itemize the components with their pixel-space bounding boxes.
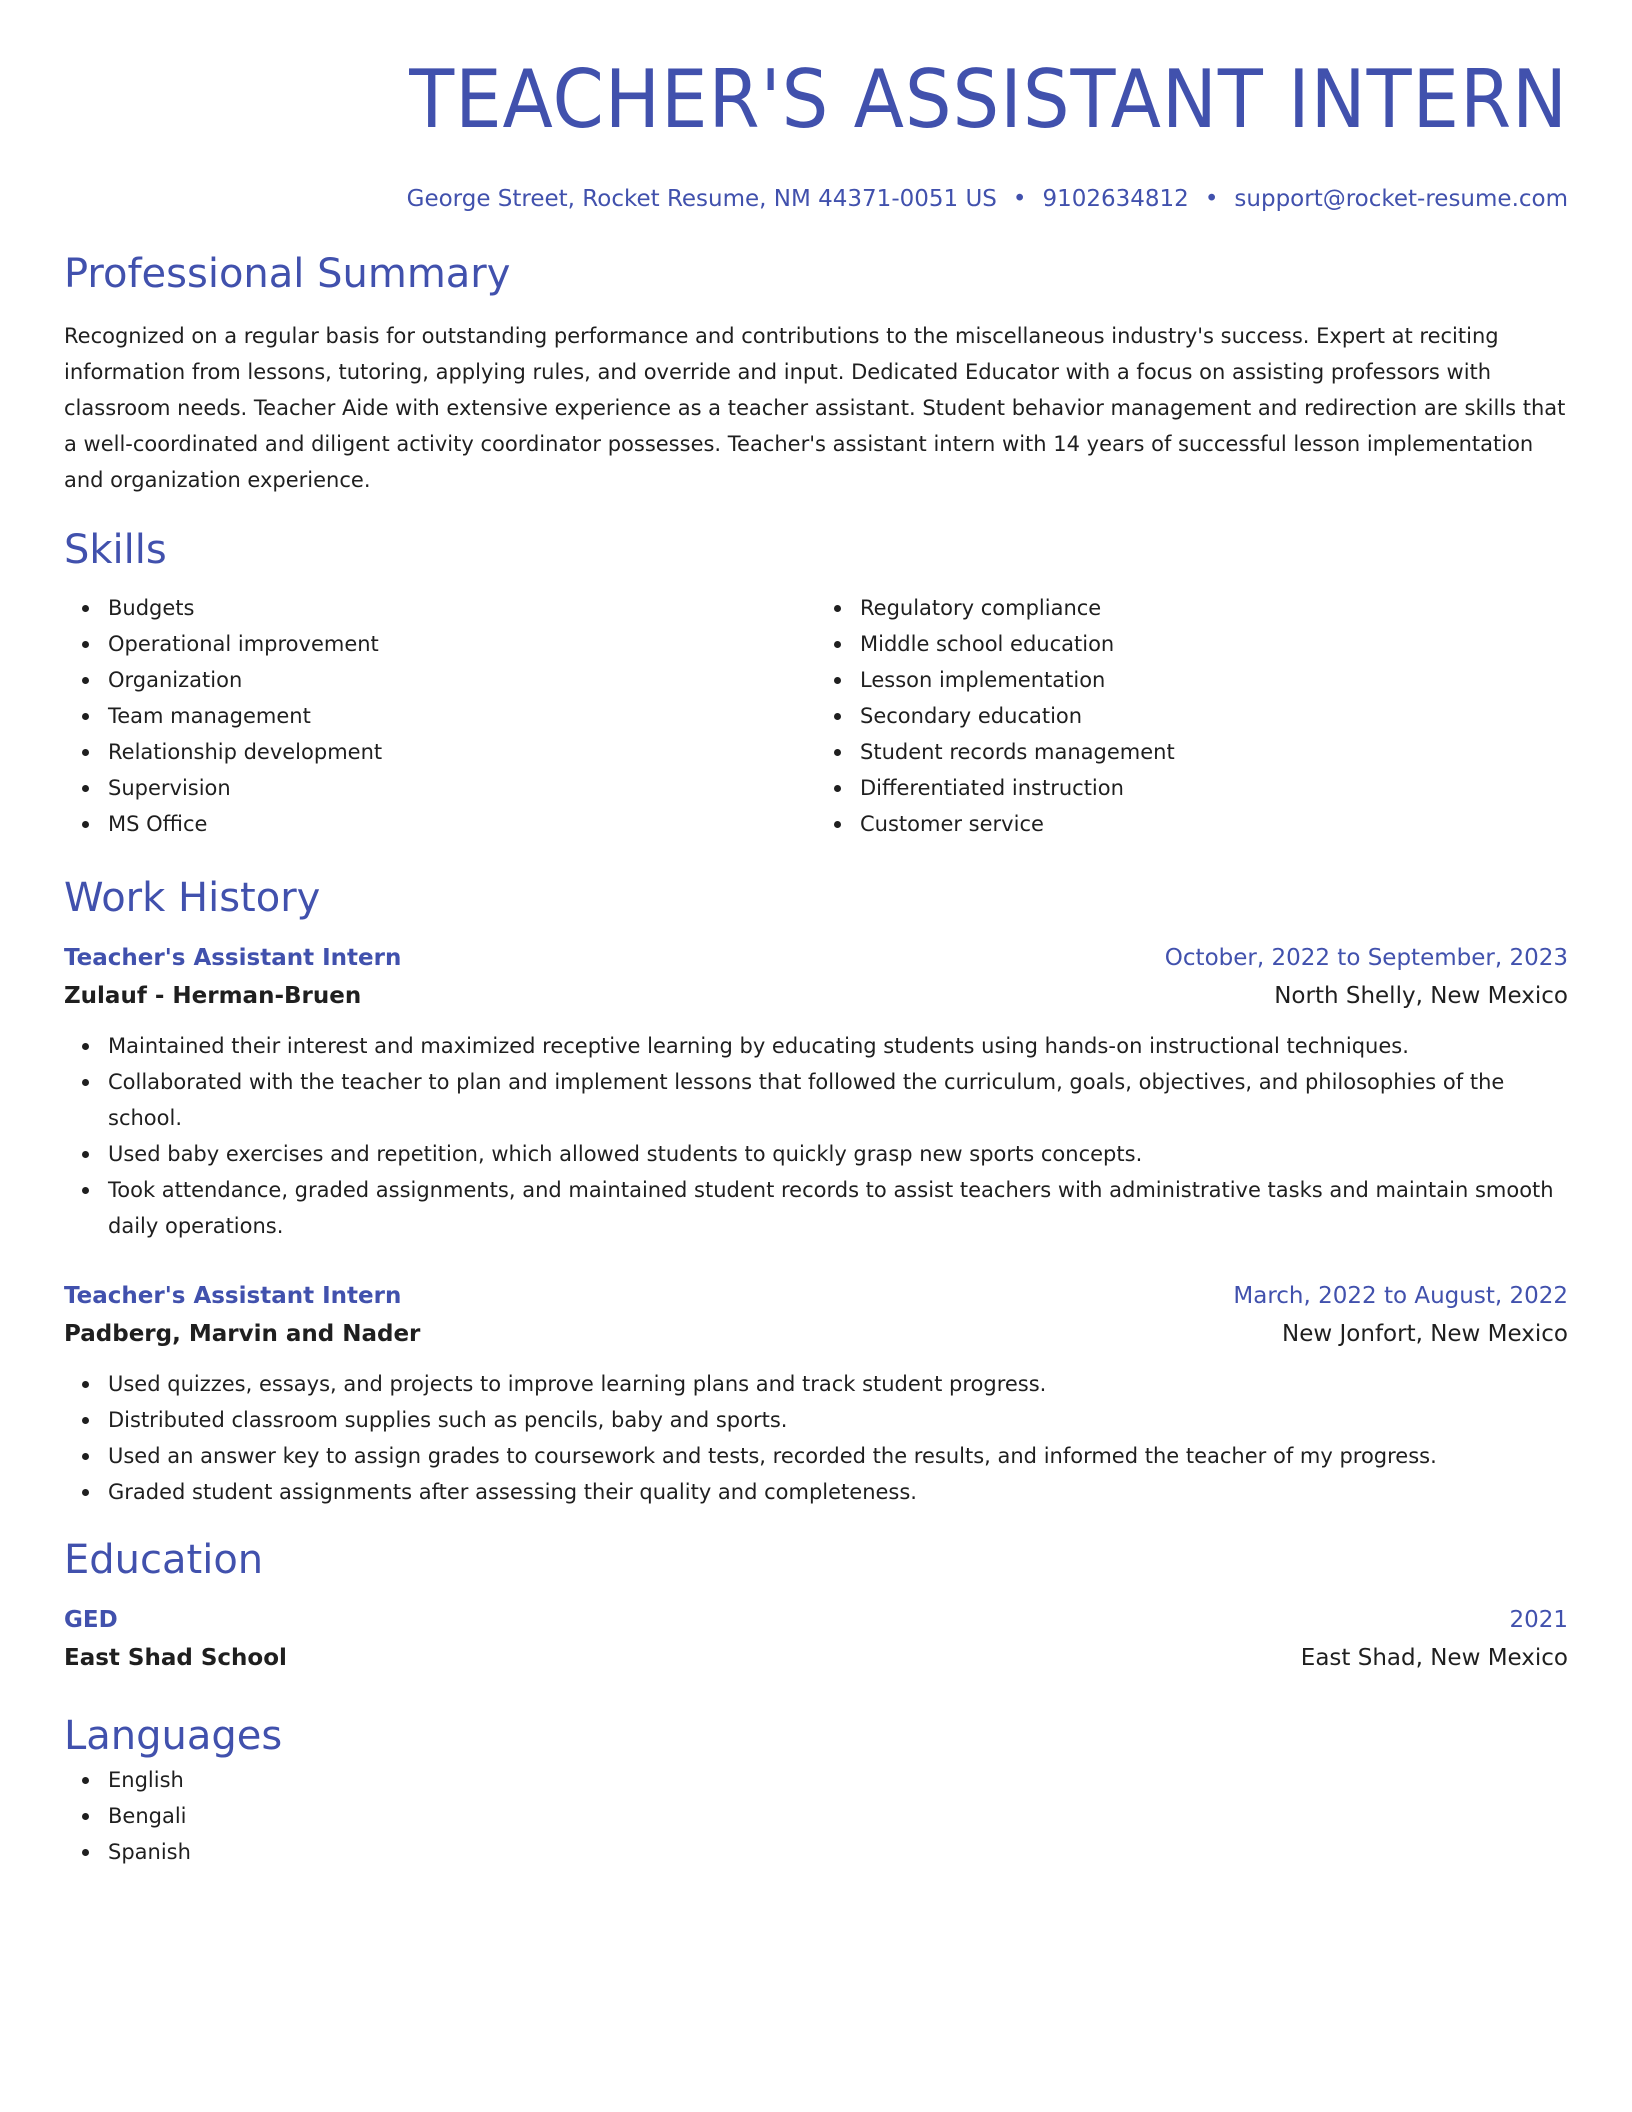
job-duty: Took attendance, graded assignments, and maintained student records to assist teachers with administrative tasks and maintain smooth daily operations. — [108, 1172, 1568, 1244]
language-item: English — [108, 1762, 1568, 1798]
contact-email: support@rocket-resume.com — [1234, 186, 1568, 212]
education-entry — [64, 1602, 1568, 1678]
education-degree: GED — [64, 1607, 118, 1633]
contact-phone: 9102634812 — [1042, 186, 1189, 212]
job-title-row — [64, 1278, 1568, 1314]
job-location: North Shelly, New Mexico — [1274, 983, 1568, 1009]
skill-item: Differentiated instruction — [860, 770, 1568, 806]
job-duty: Used an answer key to assign grades to coursework and tests, recorded the results, and informed the teacher of my progress. — [108, 1438, 1568, 1474]
job-duty: Collaborated with the teacher to plan and implement lessons that followed the curriculum, goals, objectives, and philosophies of the school. — [108, 1064, 1568, 1136]
resume-header — [64, 52, 1568, 214]
skill-item: MS Office — [108, 806, 816, 842]
education-school: East Shad School — [64, 1645, 287, 1671]
job-company: Padberg, Marvin and Nader — [64, 1321, 421, 1347]
job-duty: Used quizzes, essays, and projects to improve learning plans and track student progress. — [108, 1366, 1568, 1402]
skill-item: Team management — [108, 698, 816, 734]
skill-item: Organization — [108, 662, 816, 698]
skill-item: Supervision — [108, 770, 816, 806]
job-duties — [64, 1366, 1568, 1510]
contact-separator: • — [1204, 186, 1219, 212]
languages-heading: Languages — [64, 1713, 283, 1759]
job-entry — [64, 1278, 1568, 1510]
skill-item: Budgets — [108, 590, 816, 626]
contact-line — [64, 184, 1568, 214]
job-company-row — [64, 1314, 1568, 1354]
job-company-row — [64, 976, 1568, 1016]
summary-text: Recognized on a regular basis for outstanding performance and contributions to the miscellaneous industry's success. Expert at reciting information from lessons, tutoring, applying rules, and override and input. Dedicated Educator with a focus on assisting professors with classroom needs. Teacher Aide with extensive experience as a teacher assistant. Student behavior management and redirection are skills that a well-coordinated and diligent activity coordinator possesses. Teacher's assistant intern with 14 years of successful lesson implementation and organization experience. — [64, 324, 1566, 492]
skill-item: Relationship development — [108, 734, 816, 770]
skill-item: Customer service — [860, 806, 1568, 842]
education-location: East Shad, New Mexico — [1300, 1645, 1568, 1671]
job-dates: March, 2022 to August, 2022 — [1233, 1283, 1568, 1309]
education-school-row — [64, 1638, 1568, 1678]
job-duty: Distributed classroom supplies such as pencils, baby and sports. — [108, 1402, 1568, 1438]
skills-heading: Skills — [64, 527, 167, 573]
job-title-row — [64, 940, 1568, 976]
contact-separator: • — [1012, 186, 1027, 212]
job-location: New Jonfort, New Mexico — [1282, 1321, 1568, 1347]
skills-list — [64, 590, 1568, 842]
skill-item: Lesson implementation — [860, 662, 1568, 698]
job-duties — [64, 1028, 1568, 1244]
job-dates: October, 2022 to September, 2023 — [1164, 945, 1568, 971]
language-item: Spanish — [108, 1834, 1568, 1870]
skill-item: Student records management — [860, 734, 1568, 770]
language-item: Bengali — [108, 1798, 1568, 1834]
job-duty: Used baby exercises and repetition, which allowed students to quickly grasp new sports concepts. — [108, 1136, 1568, 1172]
summary-heading: Professional Summary — [64, 251, 511, 297]
skill-item: Secondary education — [860, 698, 1568, 734]
contact-address: George Street, Rocket Resume, NM 44371-0051 US — [406, 186, 997, 212]
skills-column-right — [816, 590, 1568, 842]
skill-item: Regulatory compliance — [860, 590, 1568, 626]
job-title: Teacher's Assistant Intern — [64, 945, 402, 971]
skill-item: Middle school education — [860, 626, 1568, 662]
skill-item: Operational improvement — [108, 626, 816, 662]
education-degree-row — [64, 1602, 1568, 1638]
education-year: 2021 — [1509, 1607, 1568, 1633]
skills-column-left — [64, 590, 816, 842]
job-duty: Graded student assignments after assessing their quality and completeness. — [108, 1474, 1568, 1510]
job-company: Zulauf - Herman-Bruen — [64, 983, 362, 1009]
job-title: Teacher's Assistant Intern — [64, 1283, 402, 1309]
candidate-title: TEACHER'S ASSISTANT INTERN — [409, 53, 1569, 146]
work-history-heading: Work History — [64, 875, 321, 921]
languages-list — [64, 1762, 1568, 1870]
job-duty: Maintained their interest and maximized receptive learning by educating students using hands-on instructional techniques. — [108, 1028, 1568, 1064]
job-entry — [64, 940, 1568, 1244]
education-heading: Education — [64, 1537, 264, 1583]
